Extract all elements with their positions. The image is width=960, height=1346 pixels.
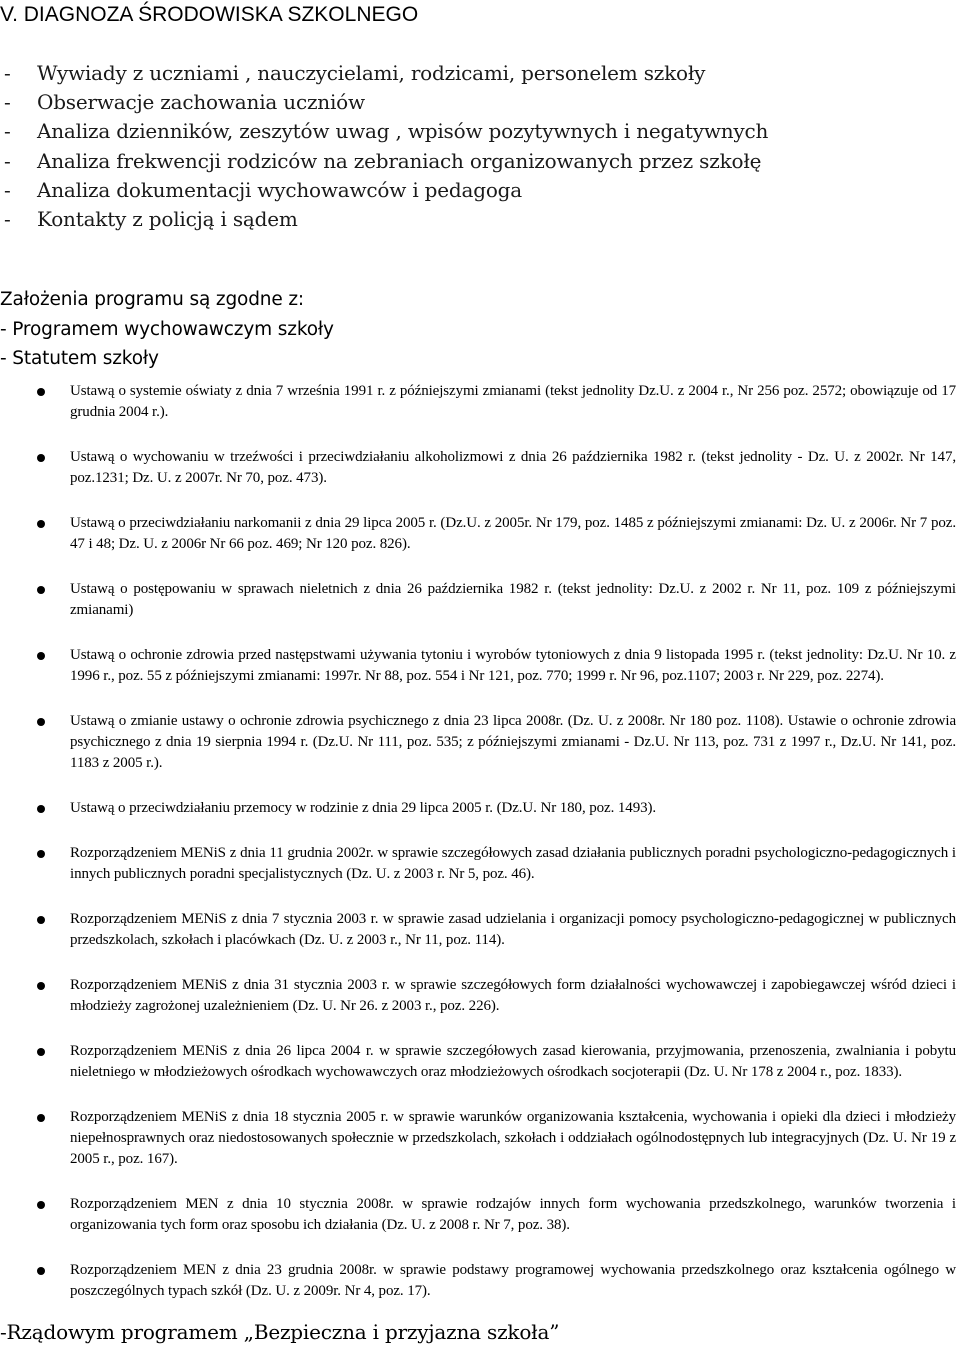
method-text: Analiza dzienników, zeszytów uwag , wpisów pozytywnych i negatywnych <box>37 119 769 144</box>
list-item <box>0 381 960 423</box>
dash-marker: - <box>4 148 11 173</box>
law-text: Rozporządzeniem MENiS z dnia 31 stycznia 2003 r. w sprawie szczegółowych form działalności wychowawczej i zapobiegawczej wśród dzieci i młodzieży zagrożonej uzależnieniem (Dz. U. Nr 26. z 2003 r., poz. 226). <box>70 977 956 1014</box>
list-item <box>0 1194 960 1236</box>
assumptions-intro: Założenia programu są zgodne z: <box>0 289 304 310</box>
law-text: Rozporządzeniem MENiS z dnia 26 lipca 2004 r. w sprawie szczegółowych zasad kierowania, przyjmowania, przenoszenia, zwalniania i pobytu nieletniego w młodzieżowych ośrodkach wychowawczych oraz młodzieżowych ośrodkach socjoterapii (Dz. U. Nr 178 z 2004 r., poz. 1833). <box>70 1043 956 1080</box>
assumption-item: - Programem wychowawczym szkoły <box>0 318 334 340</box>
bullet-icon <box>37 1048 45 1056</box>
list-item <box>0 59 960 88</box>
list-item <box>0 117 960 146</box>
list-item <box>0 975 960 1017</box>
bullet-icon <box>37 454 45 462</box>
list-item <box>0 909 960 951</box>
method-text: Kontakty z policją i sądem <box>37 206 298 231</box>
government-program-line: -Rządowym programem „Bezpieczna i przyjazna szkoła” <box>0 1320 560 1344</box>
assumption-item: - Statutem szkoły <box>0 348 159 369</box>
bullet-icon <box>37 982 45 990</box>
law-text: Rozporządzeniem MEN z dnia 23 grudnia 2008r. w sprawie podstawy programowej wychowania przedszkolnego oraz kształcenia ogólnego w poszczególnych typach szkół (Dz. U. z 2009r. Nr 4, poz. 17). <box>70 1262 956 1299</box>
list-item <box>0 798 960 819</box>
bullet-icon <box>37 805 45 813</box>
bullet-icon <box>37 652 45 660</box>
list-item <box>0 645 960 687</box>
law-text: Ustawą o postępowaniu w sprawach nieletnich z dnia 26 października 1982 r. (tekst jednolity: Dz.U. z 2002 r. Nr 11, poz. 109 z późniejszymi zmianami) <box>70 581 956 618</box>
law-text: Ustawą o ochronie zdrowia przed następstwami używania tytoniu i wyrobów tytoniowych z dnia 9 listopada 1995 r. (tekst jednolity: Dz.U. Nr 10. z 1996 r., poz. 55 z późniejszymi zmianami: 1997r. Nr 88, poz. 554 i Nr 121, poz. 770; 1999 r. Nr 96, poz.1107; 2003 r. Nr 229, poz. 2274). <box>70 647 956 684</box>
dash-marker: - <box>4 206 11 231</box>
bullet-icon <box>37 916 45 924</box>
dash-marker: - <box>4 90 11 115</box>
law-text: Rozporządzeniem MENiS z dnia 11 grudnia 2002r. w sprawie szczegółowych zasad działania publicznych poradni psychologiczno-pedagogicznych i innych publicznych poradni specjalistycznych (Dz. U. z 2003 r. Nr 5, poz. 46). <box>70 845 956 882</box>
list-item <box>0 843 960 885</box>
law-text: Rozporządzeniem MEN z dnia 10 stycznia 2008r. w sprawie rodzajów innych form wychowania przedszkolnego, warunków tworzenia i organizowania tych form oraz sposobu ich działania (Dz. U. z 2008 r. Nr 7, poz. 38). <box>70 1196 956 1233</box>
list-item <box>0 513 960 555</box>
list-item <box>0 147 960 176</box>
bullet-icon <box>37 388 45 396</box>
diagnosis-methods-list <box>0 59 960 234</box>
list-item <box>0 579 960 621</box>
list-item <box>0 1041 960 1083</box>
list-item <box>0 176 960 205</box>
program-assumptions <box>0 285 960 374</box>
bullet-icon <box>37 586 45 594</box>
bullet-icon <box>37 520 45 528</box>
law-text: Ustawą o wychowaniu w trzeźwości i przeciwdziałaniu alkoholizmowi z dnia 26 października 1982 r. (tekst jednolity - Dz. U. z 2002r. Nr 147, poz.1231; Dz. U. z 2007r. Nr 70, poz. 473). <box>70 449 956 486</box>
dash-marker: - <box>4 177 11 202</box>
method-text: Obserwacje zachowania uczniów <box>37 90 365 115</box>
law-text: Ustawą o przeciwdziałaniu narkomanii z dnia 29 lipca 2005 r. (Dz.U. z 2005r. Nr 179, poz. 1485 z późniejszymi zmianami: Dz. U. z 2006r. Nr 7 poz. 47 i 48; Dz. U. z 2006r Nr 66 poz. 469; Nr 120 poz. 826). <box>70 515 956 552</box>
bullet-icon <box>37 718 45 726</box>
law-text: Rozporządzeniem MENiS z dnia 7 stycznia 2003 r. w sprawie zasad udzielania i organizacji pomocy psychologiczno-pedagogicznej w publicznych przedszkolach, szkołach i placówkach (Dz. U. z 2003 r., Nr 11, poz. 114). <box>70 911 956 948</box>
law-text: Rozporządzeniem MENiS z dnia 18 stycznia 2005 r. w sprawie warunków organizowania kształcenia, wychowania i opieki dla dzieci i młodzieży niepełnosprawnych oraz niedostosowanych społecznie w przedszkolach, szkołach i oddziałach ogólnodostępnych lub integracyjnych (Dz. U. Nr 19 z 2005 r., poz. 167). <box>70 1109 956 1167</box>
bullet-icon <box>37 850 45 858</box>
method-text: Analiza frekwencji rodziców na zebraniach organizowanych przez szkołę <box>37 148 762 173</box>
bullet-icon <box>37 1114 45 1122</box>
list-item <box>0 1260 960 1302</box>
law-text: Ustawą o systemie oświaty z dnia 7 września 1991 r. z późniejszymi zmianami (tekst jednolity Dz.U. z 2004 r., Nr 256 poz. 2572; obowiązuje od 17 grudnia 2004 r.). <box>70 383 956 420</box>
method-text: Analiza dokumentacji wychowawców i pedagoga <box>37 177 523 202</box>
list-item <box>0 88 960 117</box>
list-item <box>0 447 960 489</box>
dash-marker: - <box>4 119 11 144</box>
bullet-icon <box>37 1267 45 1275</box>
legal-basis-list <box>0 381 960 1302</box>
bullet-icon <box>37 1201 45 1209</box>
section-heading: V. DIAGNOZA ŚRODOWISKA SZKOLNEGO <box>0 3 419 26</box>
list-item <box>0 711 960 774</box>
list-item <box>0 205 960 234</box>
dash-marker: - <box>4 61 11 85</box>
law-text: Ustawą o przeciwdziałaniu przemocy w rodzinie z dnia 29 lipca 2005 r. (Dz.U. Nr 180, poz. 1493). <box>70 800 657 816</box>
list-item <box>0 1107 960 1170</box>
law-text: Ustawą o zmianie ustawy o ochronie zdrowia psychicznego z dnia 23 lipca 2008r. (Dz. U. z 2008r. Nr 180 poz. 1108). Ustawie o ochronie zdrowia psychicznego z dnia 19 sierpnia 1994 r. (Dz.U. Nr 111, poz. 535; z późniejszymi zmianami - Dz.U. Nr 113, poz. 731 z 1997 r., Dz.U. Nr 141, poz. 1183 z 2005 r.). <box>70 713 956 771</box>
method-text: Wywiady z uczniami , nauczycielami, rodzicami, personelem szkoły <box>37 61 706 85</box>
